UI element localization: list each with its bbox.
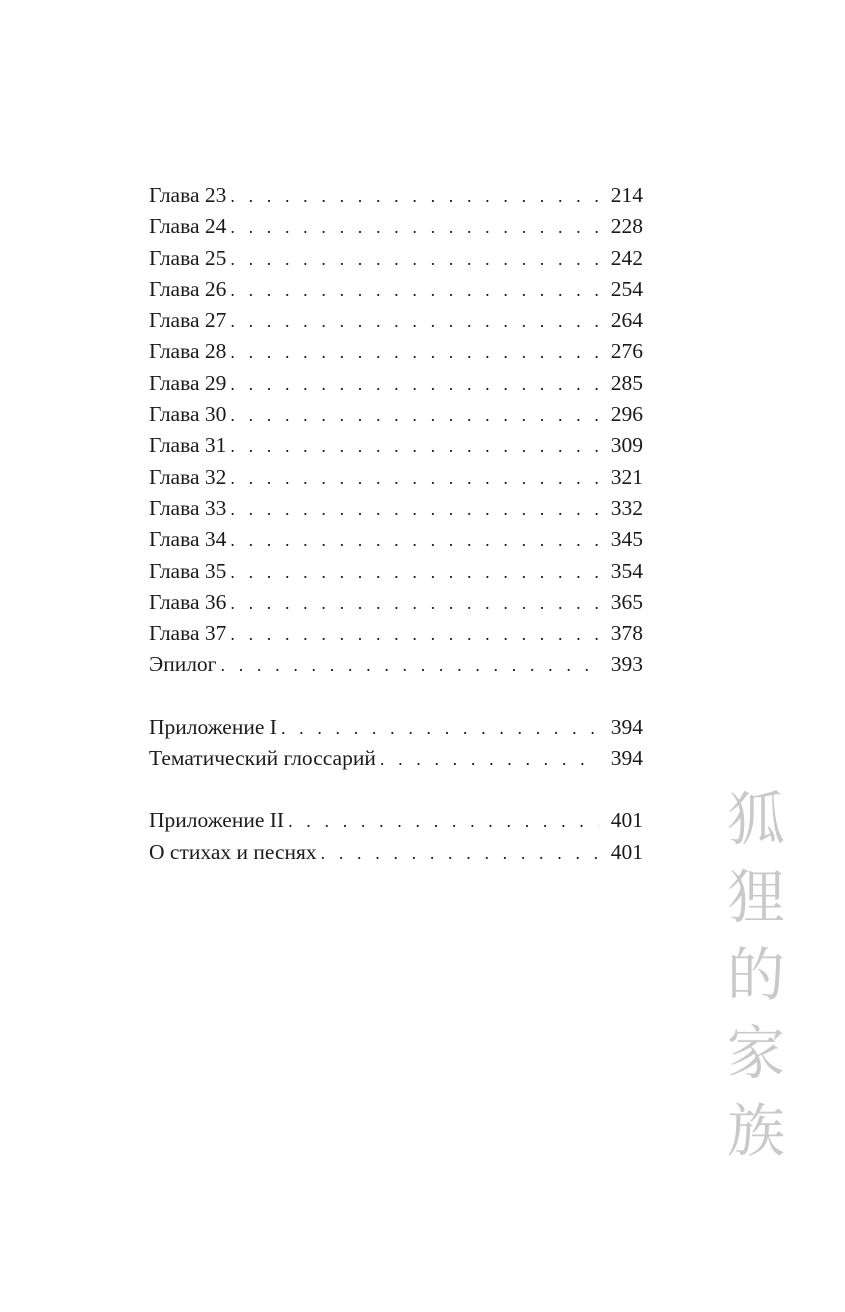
toc-entry[interactable]	[149, 274, 643, 305]
toc-entry-label: Глава 26	[149, 276, 227, 301]
title-character: 狐	[726, 785, 785, 853]
toc-entry[interactable]	[149, 430, 643, 461]
toc-entry[interactable]	[149, 462, 643, 493]
toc-entry[interactable]	[149, 837, 643, 868]
toc-entry-label: Глава 24	[149, 214, 227, 239]
toc-entry-label: Глава 36	[149, 589, 227, 614]
dot-leader	[230, 400, 599, 431]
dot-leader	[230, 306, 599, 337]
dot-leader	[230, 337, 599, 368]
toc-entry-label: Глава 32	[149, 464, 227, 489]
toc-entry-page-number: 345	[610, 527, 643, 552]
toc-entry-label: Глава 30	[149, 402, 227, 427]
toc-entry[interactable]	[149, 805, 643, 836]
dot-leader	[380, 744, 599, 775]
toc-entry-page-number: 214	[610, 183, 643, 207]
toc-entry-label: Глава 33	[149, 495, 227, 520]
dot-leader	[230, 463, 599, 494]
toc-entry-page-number: 285	[610, 370, 643, 395]
toc-entry[interactable]	[149, 399, 643, 430]
title-character: 家	[726, 1019, 785, 1087]
dot-leader	[230, 244, 599, 275]
toc-entry[interactable]	[149, 493, 643, 524]
toc-entry[interactable]	[149, 180, 643, 211]
toc-entry-page-number: 242	[610, 245, 643, 270]
toc-entry-page-number: 354	[610, 558, 643, 583]
toc-entry-label: Приложение II	[149, 808, 285, 833]
toc-entry-page-number: 264	[610, 308, 643, 333]
toc-entry-label: Глава 29	[149, 370, 227, 395]
title-character: 的	[726, 941, 785, 1009]
toc-entry[interactable]	[149, 368, 643, 399]
toc-entry-label: Глава 31	[149, 433, 227, 458]
toc-entry[interactable]	[149, 618, 643, 649]
toc-entry-page-number: 321	[610, 464, 643, 489]
toc-entry-label: Глава 27	[149, 308, 227, 333]
dot-leader	[281, 713, 599, 744]
toc-entry-label: Тематический глоссарий	[149, 746, 376, 771]
toc-entry-page-number: 309	[610, 433, 643, 458]
toc-entry-page-number: 332	[610, 495, 643, 520]
dot-leader	[230, 181, 599, 212]
dot-leader	[230, 369, 599, 400]
toc-entry-page-number: 401	[610, 839, 643, 864]
toc-entry-page-number: 394	[610, 746, 643, 771]
toc-group	[149, 180, 643, 681]
dot-leader	[230, 494, 599, 525]
toc-entry-label: Глава 28	[149, 339, 227, 364]
title-character: 族	[726, 1097, 785, 1165]
dot-leader	[321, 838, 599, 869]
toc-group	[149, 712, 643, 775]
dot-leader	[230, 431, 599, 462]
toc-entry[interactable]	[149, 587, 643, 618]
toc-entry[interactable]	[149, 524, 643, 555]
toc-entry[interactable]	[149, 556, 643, 587]
toc-entry[interactable]	[149, 649, 643, 680]
toc-entry-page-number: 401	[610, 808, 643, 833]
dot-leader	[230, 588, 599, 619]
toc-entry-page-number: 296	[610, 402, 643, 427]
dot-leader	[230, 619, 599, 650]
toc-entry-page-number: 393	[610, 652, 643, 677]
toc-entry[interactable]	[149, 305, 643, 336]
toc-entry[interactable]	[149, 712, 643, 743]
toc-entry-label: Глава 25	[149, 245, 227, 270]
vertical-chinese-title	[722, 780, 790, 1170]
dot-leader	[230, 275, 599, 306]
toc-entry-page-number: 365	[610, 589, 643, 614]
dot-leader	[230, 212, 599, 243]
toc-group	[149, 805, 643, 868]
toc-entry[interactable]	[149, 743, 643, 774]
dot-leader	[230, 525, 599, 556]
table-of-contents	[149, 180, 643, 868]
toc-entry-page-number: 276	[610, 339, 643, 364]
toc-entry-page-number: 394	[610, 714, 643, 739]
dot-leader	[230, 557, 599, 588]
toc-entry[interactable]	[149, 211, 643, 242]
toc-entry-label: Приложение I	[149, 714, 277, 739]
toc-entry-label: Глава 37	[149, 621, 227, 646]
toc-entry[interactable]	[149, 336, 643, 367]
dot-leader	[288, 806, 599, 837]
toc-entry[interactable]	[149, 243, 643, 274]
dot-leader	[221, 650, 599, 681]
toc-entry-label: О стихах и песнях	[149, 839, 317, 864]
toc-entry-label: Глава 34	[149, 527, 227, 552]
toc-entry-page-number: 228	[610, 214, 643, 239]
toc-entry-label: Эпилог	[149, 652, 217, 677]
toc-entry-label: Глава 23	[149, 183, 227, 207]
toc-entry-page-number: 254	[610, 276, 643, 301]
toc-entry-label: Глава 35	[149, 558, 227, 583]
toc-entry-page-number: 378	[610, 621, 643, 646]
title-character: 狸	[726, 863, 785, 931]
